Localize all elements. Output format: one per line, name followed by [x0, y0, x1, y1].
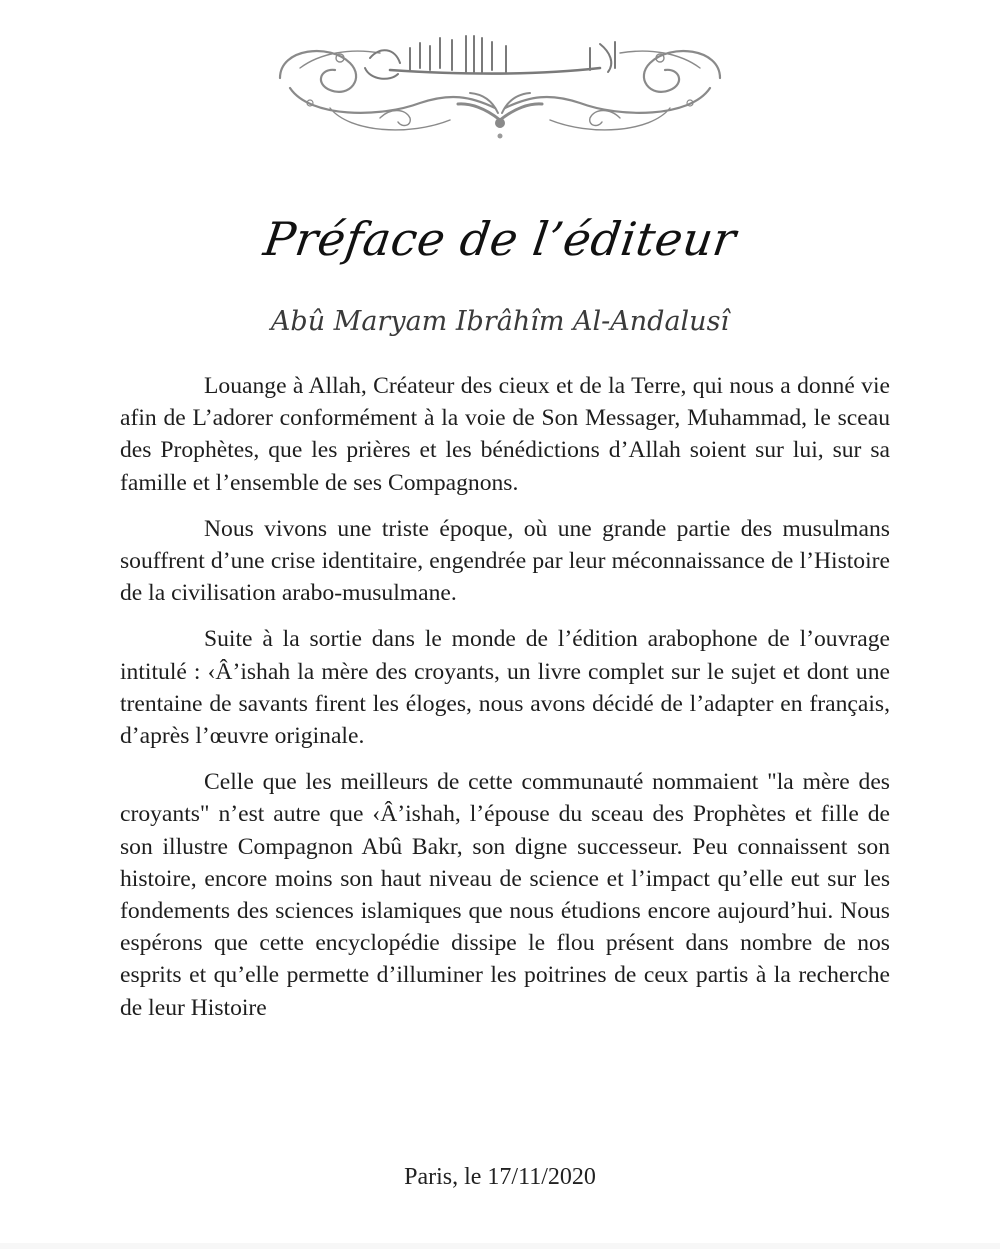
preface-body: [120, 370, 890, 1038]
author-name: Abû Maryam Ibrâhîm Al-Andalusî: [270, 306, 730, 337]
paragraph: Suite à la sortie dans le monde de l’édition arabophone de l’ouvrage intitulé : ‹Â’ishah la mère des croyants, un livre complet sur le sujet et dont une trentaine de savants firent les éloges, nous avons décidé de l’adapter en français, d’après l’œuvre originale.: [120, 626, 890, 750]
paragraph: Nous vivons une triste époque, où une grande partie des musulmans souffrent d’une crise identitaire, engendrée par leur méconnaissance de l’Histoire de la civilisation arabo-musulmane.: [120, 515, 890, 607]
paragraph: Louange à Allah, Créateur des cieux et de la Terre, qui nous a donné vie afin de L’adorer conformément à la voie de Son Messager, Muhammad, le sceau des Prophètes, que les prières et les bénédictions d’Allah soient sur lui, sur sa famille et l’ensemble de ses Compagnons.: [120, 373, 890, 496]
bismillah-ornament-icon: [270, 8, 730, 143]
paragraph: Celle que les meilleurs de cette communauté nommaient "la mère des croyants" n’est autre que ‹Â’ishah, l’épouse du sceau des Prophètes et fille de son illustre Compagnon Abû Bakr, son digne successeur. Peu connaissent son histoire, encore moins son haut niveau de science et l’impact qu’elle eut sur les fondements des sciences islamiques que nous étudions encore aujourd’hui. Nous espérons que cette encyclopédie dissipe le flou présent dans nombre de nos esprits et qu’elle permette d’illuminer les poitrines de ceux partis à la recherche de leur Histoire: [120, 769, 890, 1021]
page-title: Préface de l’éditeur: [260, 212, 740, 266]
page-bottom-edge: [0, 1243, 1000, 1249]
signature-date: Paris, le 17/11/2020: [404, 1164, 596, 1190]
